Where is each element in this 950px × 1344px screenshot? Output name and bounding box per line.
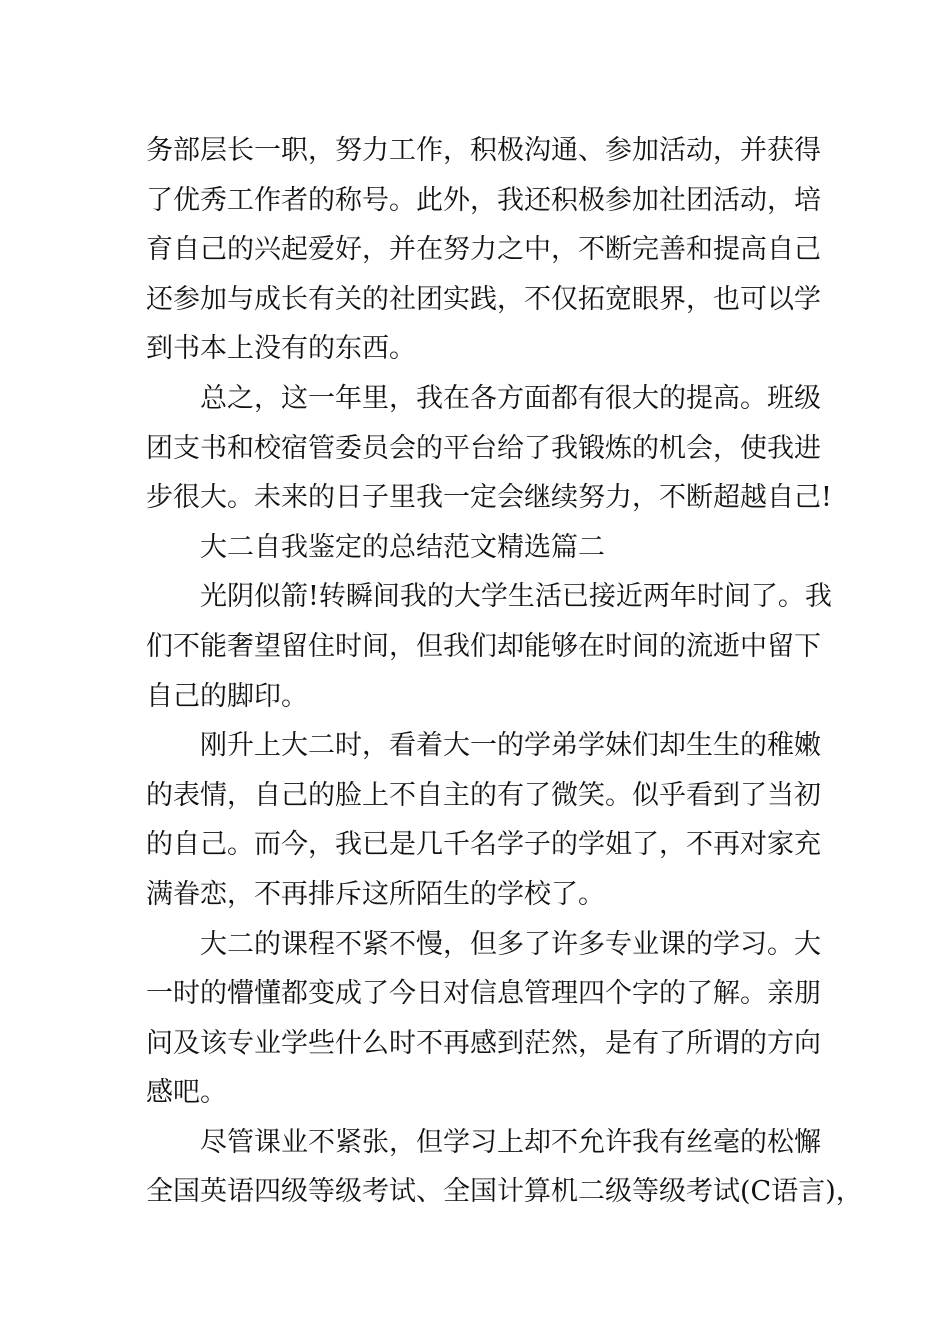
text-line: 步很大。未来的日子里我一定会继续努力，不断超越自己!: [146, 482, 832, 514]
text-line: 大二自我鉴定的总结范文精选篇二: [200, 531, 605, 563]
text-line: 了优秀工作者的称号。此外，我还积极参加社团活动，培: [146, 184, 821, 216]
text-line: 总之，这一年里，我在各方面都有很大的提高。班级: [200, 382, 821, 414]
text-line: 光阴似箭!转瞬间我的大学生活已接近两年时间了。我: [200, 581, 832, 613]
text-line: 的表情，自己的脸上不自主的有了微笑。似乎看到了当初: [146, 779, 821, 811]
text-line: 务部层长一职，努力工作，积极沟通、参加活动，并获得: [146, 135, 821, 166]
text-line: 育自己的兴起爱好，并在努力之中，不断完善和提高自己: [146, 234, 821, 266]
text-line: 大二的课程不紧不慢，但多了许多专业课的学习。大: [200, 928, 821, 960]
text-line: 团支书和校宿管委员会的平台给了我锻炼的机会，使我进: [146, 432, 821, 464]
text-line: 的自己。而今，我已是几千名学子的学姐了，不再对家充: [146, 829, 821, 861]
text-line: 自己的脚印。: [146, 680, 308, 712]
text-line: 一时的懵懂都变成了今日对信息管理四个字的了解。亲朋: [146, 978, 821, 1010]
text-line: 感吧。: [146, 1077, 227, 1109]
text-line: 刚升上大二时，看着大一的学弟学妹们却生生的稚嫩: [200, 730, 821, 762]
text-line: 到书本上没有的东西。: [146, 333, 416, 365]
document-body: [146, 126, 863, 1217]
text-line: 们不能奢望留住时间，但我们却能够在时间的流逝中留下: [146, 630, 821, 662]
text-line: 还参加与成长有关的社团实践，不仅拓宽眼界，也可以学: [146, 283, 821, 315]
text-line: 问及该专业学些什么时不再感到茫然，是有了所谓的方向: [146, 1027, 821, 1059]
text-line: 全国英语四级等级考试、全国计算机二级等级考试(C语言)，: [146, 1176, 863, 1208]
text-line: 满眷恋，不再排斥这所陌生的学校了。: [146, 878, 605, 910]
text-line: 尽管课业不紧张，但学习上却不允许我有丝毫的松懈: [200, 1126, 821, 1158]
